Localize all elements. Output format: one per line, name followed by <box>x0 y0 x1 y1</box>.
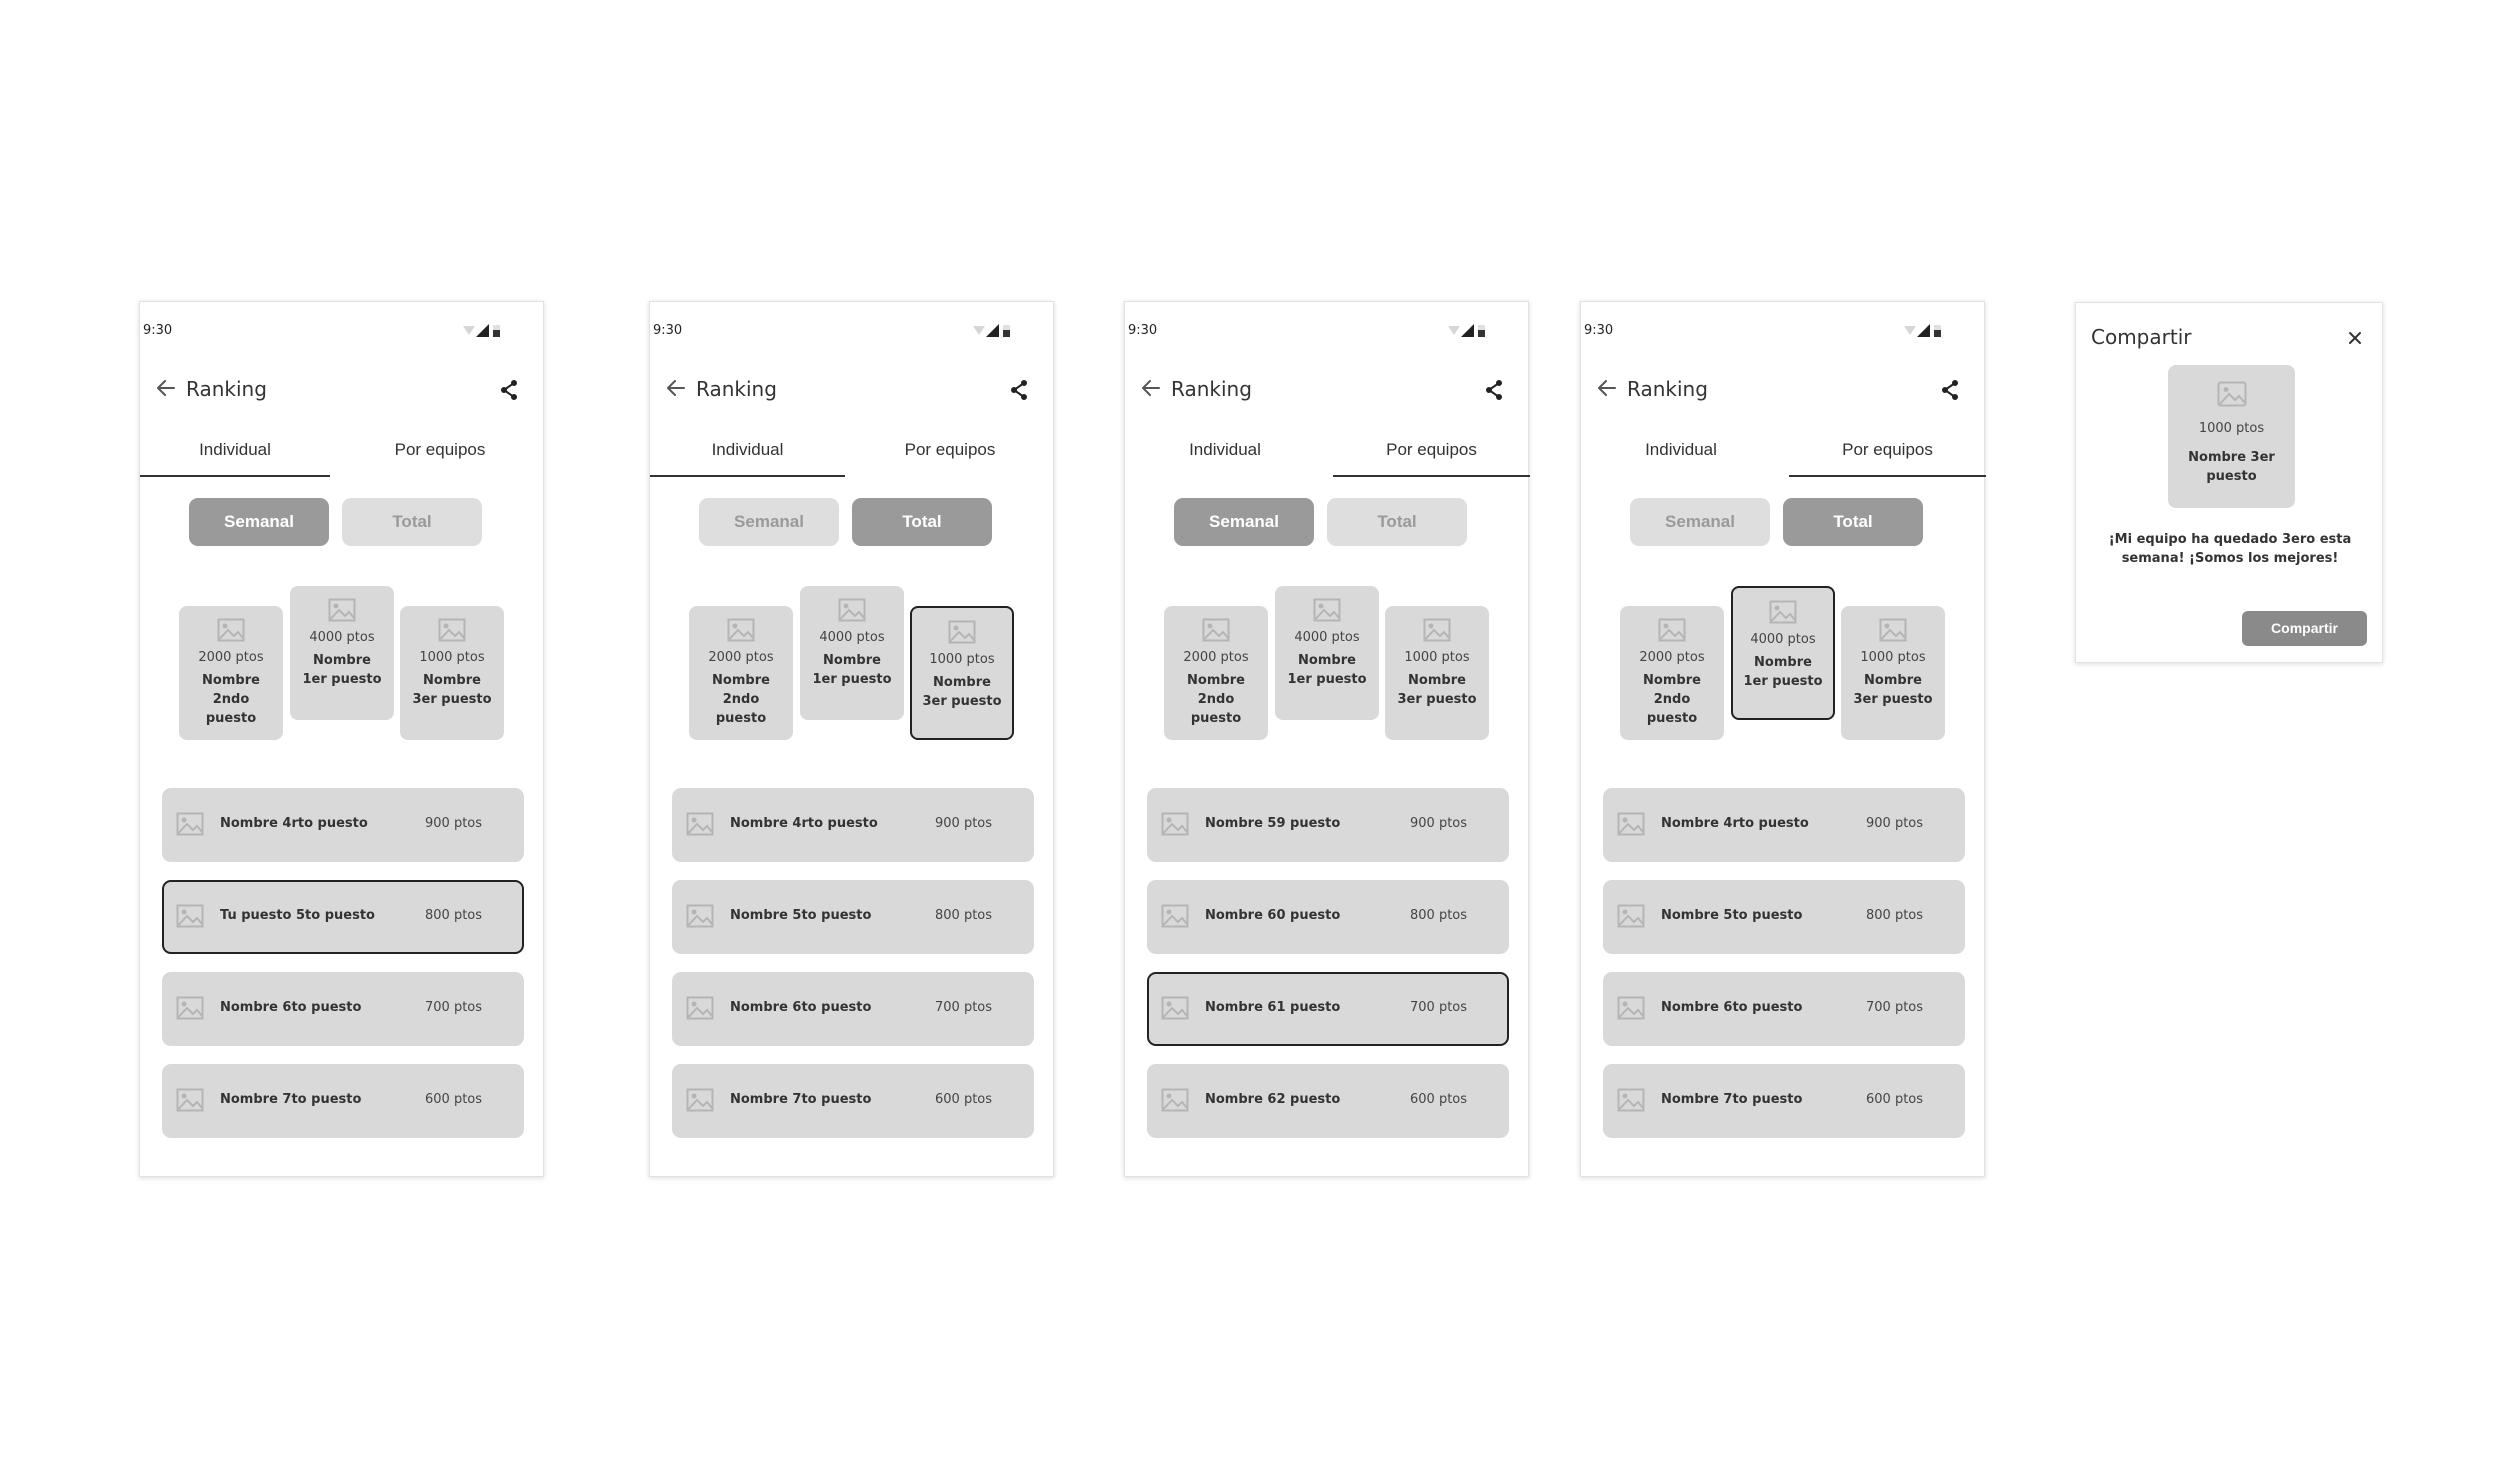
row-points: 800 ptos <box>425 908 483 923</box>
row-name: Nombre 4rto puesto <box>730 816 878 831</box>
ranking-row[interactable] <box>672 1064 1034 1138</box>
status-bar-icons <box>463 324 503 338</box>
podium-name: Nombre 1er puesto <box>1287 653 1367 687</box>
image-placeholder-icon <box>686 904 714 928</box>
podium-points: 2000 ptos <box>1639 650 1705 665</box>
row-points: 800 ptos <box>1410 908 1468 923</box>
ranking-row[interactable] <box>1147 972 1509 1046</box>
shared-podium-card <box>2168 365 2295 508</box>
page-title: Ranking <box>1627 377 1708 401</box>
ranking-row[interactable] <box>672 880 1034 954</box>
card-points: 1000 ptos <box>2198 421 2265 436</box>
status-bar-icons <box>1448 324 1488 338</box>
status-bar-icons <box>1904 324 1944 338</box>
podium-name: Nombre 1er puesto <box>812 653 892 687</box>
row-name: Nombre 7to puesto <box>1661 1092 1803 1107</box>
share-modal <box>2075 302 2383 663</box>
podium-card[interactable] <box>800 586 904 720</box>
share-icon[interactable] <box>1009 379 1029 401</box>
podium-points: 1000 ptos <box>419 650 485 665</box>
segment-semanal[interactable]: Semanal <box>699 498 839 546</box>
ranking-row[interactable] <box>1147 788 1509 862</box>
battery-icon <box>1934 325 1941 337</box>
ranking-screen-4 <box>1580 301 1985 1177</box>
row-name: Nombre 4rto puesto <box>220 816 368 831</box>
back-arrow-icon[interactable] <box>666 379 686 397</box>
segment-total[interactable]: Total <box>852 498 992 546</box>
ranking-row[interactable] <box>162 880 524 954</box>
ranking-row[interactable] <box>1147 880 1509 954</box>
podium-name: Nombre 3er puesto <box>922 675 1002 709</box>
card-name: Nombre 3er puesto <box>2188 450 2275 484</box>
signal-icon <box>476 324 489 337</box>
tab-individual[interactable]: Individual <box>650 433 845 477</box>
podium-card[interactable] <box>910 606 1014 740</box>
share-icon[interactable] <box>1940 379 1960 401</box>
podium-card[interactable] <box>1385 606 1489 740</box>
back-arrow-icon[interactable] <box>1141 379 1161 397</box>
image-placeholder-icon <box>686 996 714 1020</box>
row-name: Nombre 7to puesto <box>730 1092 872 1107</box>
share-message: ¡Mi equipo ha quedado 3ero esta semana! ¡Somos los mejores! <box>2108 532 2352 566</box>
row-name: Nombre 7to puesto <box>220 1092 362 1107</box>
podium-card[interactable] <box>689 606 793 740</box>
ranking-row[interactable] <box>162 788 524 862</box>
podium-points: 2000 ptos <box>198 650 264 665</box>
status-time: 9:30 <box>1584 323 1614 338</box>
tab-por-equipos[interactable]: Por equipos <box>1333 433 1530 477</box>
battery-icon <box>1003 325 1010 337</box>
image-placeholder-icon <box>686 812 714 836</box>
ranking-row[interactable] <box>672 788 1034 862</box>
row-points: 900 ptos <box>425 816 483 831</box>
battery-icon <box>493 325 500 337</box>
image-placeholder-icon <box>1423 618 1451 642</box>
row-points: 700 ptos <box>425 1000 483 1015</box>
row-name: Nombre 6to puesto <box>730 1000 872 1015</box>
segment-semanal[interactable]: Semanal <box>189 498 329 546</box>
podium-points: 2000 ptos <box>708 650 774 665</box>
status-time: 9:30 <box>653 323 683 338</box>
row-name: Nombre 6to puesto <box>1661 1000 1803 1015</box>
tab-por-equipos[interactable]: Por equipos <box>904 440 996 459</box>
podium-points: 4000 ptos <box>819 630 885 645</box>
podium-points: 2000 ptos <box>1183 650 1249 665</box>
image-placeholder-icon <box>727 618 755 642</box>
podium-card[interactable] <box>1620 606 1724 740</box>
ranking-row[interactable] <box>1603 880 1965 954</box>
ranking-row[interactable] <box>1603 1064 1965 1138</box>
segment-semanal[interactable]: Semanal <box>1174 498 1314 546</box>
signal-icon <box>1461 324 1474 337</box>
podium-points: 4000 ptos <box>1750 632 1816 647</box>
row-name: Nombre 4rto puesto <box>1661 816 1809 831</box>
image-placeholder-icon <box>438 618 466 642</box>
row-points: 600 ptos <box>425 1092 483 1107</box>
signal-icon <box>986 324 999 337</box>
tab-individual[interactable]: Individual <box>1645 440 1717 459</box>
podium-card[interactable] <box>290 586 394 720</box>
ranking-row[interactable] <box>1603 972 1965 1046</box>
modal-title: Compartir <box>2091 325 2192 349</box>
tab-por-equipos[interactable]: Por equipos <box>394 440 486 459</box>
podium-card[interactable] <box>1275 586 1379 720</box>
tab-por-equipos[interactable]: Por equipos <box>1789 433 1986 477</box>
podium-name: Nombre 3er puesto <box>412 673 492 707</box>
battery-icon <box>1478 325 1485 337</box>
row-points: 800 ptos <box>935 908 993 923</box>
back-arrow-icon[interactable] <box>156 379 176 397</box>
wifi-icon <box>973 326 985 336</box>
podium-name: Nombre 2ndo puesto <box>1187 673 1245 726</box>
ranking-row[interactable] <box>1603 788 1965 862</box>
row-points: 700 ptos <box>1866 1000 1924 1015</box>
podium-points: 1000 ptos <box>929 652 995 667</box>
image-placeholder-icon <box>1617 1088 1645 1112</box>
podium-name: Nombre 3er puesto <box>1397 673 1477 707</box>
image-placeholder-icon <box>328 598 356 622</box>
row-name: Tu puesto 5to puesto <box>220 908 375 923</box>
row-name: Nombre 5to puesto <box>730 908 872 923</box>
tab-individual[interactable]: Individual <box>140 433 330 477</box>
podium-points: 4000 ptos <box>309 630 375 645</box>
image-placeholder-icon <box>948 620 976 644</box>
row-points: 700 ptos <box>1410 1000 1468 1015</box>
segment-total[interactable]: Total <box>342 498 482 546</box>
status-time: 9:30 <box>143 323 173 338</box>
close-icon[interactable] <box>2348 331 2362 345</box>
page-title: Ranking <box>1171 377 1252 401</box>
podium-name: Nombre 2ndo puesto <box>1643 673 1701 726</box>
row-points: 900 ptos <box>935 816 993 831</box>
segment-semanal[interactable]: Semanal <box>1630 498 1770 546</box>
signal-icon <box>1917 324 1930 337</box>
ranking-screen-1 <box>139 301 544 1177</box>
row-name: Nombre 60 puesto <box>1205 908 1341 923</box>
image-placeholder-icon <box>2217 381 2247 407</box>
image-placeholder-icon <box>1161 812 1189 836</box>
image-placeholder-icon <box>1617 812 1645 836</box>
segment-total[interactable]: Total <box>1327 498 1467 546</box>
ranking-row[interactable] <box>162 972 524 1046</box>
podium-name: Nombre 2ndo puesto <box>202 673 260 726</box>
page-title: Ranking <box>186 377 267 401</box>
image-placeholder-icon <box>1161 996 1189 1020</box>
wifi-icon <box>1448 326 1460 336</box>
image-placeholder-icon <box>838 598 866 622</box>
podium-name: Nombre 1er puesto <box>302 653 382 687</box>
page-title: Ranking <box>696 377 777 401</box>
podium-card[interactable] <box>179 606 283 740</box>
share-icon[interactable] <box>1484 379 1504 401</box>
row-points: 900 ptos <box>1410 816 1468 831</box>
podium-points: 4000 ptos <box>1294 630 1360 645</box>
image-placeholder-icon <box>686 1088 714 1112</box>
image-placeholder-icon <box>1879 618 1907 642</box>
image-placeholder-icon <box>217 618 245 642</box>
ranking-row[interactable] <box>672 972 1034 1046</box>
image-placeholder-icon <box>1617 904 1645 928</box>
ranking-screen-2 <box>649 301 1054 1177</box>
podium-card[interactable] <box>1731 586 1835 720</box>
image-placeholder-icon <box>176 904 204 928</box>
wifi-icon <box>463 326 475 336</box>
image-placeholder-icon <box>1313 598 1341 622</box>
image-placeholder-icon <box>1202 618 1230 642</box>
podium-points: 1000 ptos <box>1860 650 1926 665</box>
podium-card[interactable] <box>1841 606 1945 740</box>
row-points: 800 ptos <box>1866 908 1924 923</box>
ranking-screen-3 <box>1124 301 1529 1177</box>
image-placeholder-icon <box>1161 1088 1189 1112</box>
share-icon[interactable] <box>499 379 519 401</box>
podium-points: 1000 ptos <box>1404 650 1470 665</box>
row-points: 900 ptos <box>1866 816 1924 831</box>
row-points: 600 ptos <box>1410 1092 1468 1107</box>
segment-total[interactable]: Total <box>1783 498 1923 546</box>
row-points: 600 ptos <box>1866 1092 1924 1107</box>
share-button[interactable]: Compartir <box>2242 611 2367 646</box>
status-bar-icons <box>973 324 1013 338</box>
row-name: Nombre 62 puesto <box>1205 1092 1341 1107</box>
row-points: 600 ptos <box>935 1092 993 1107</box>
podium-name: Nombre 3er puesto <box>1853 673 1933 707</box>
image-placeholder-icon <box>1161 904 1189 928</box>
image-placeholder-icon <box>1658 618 1686 642</box>
podium-name: Nombre 2ndo puesto <box>712 673 770 726</box>
status-time: 9:30 <box>1128 323 1158 338</box>
back-arrow-icon[interactable] <box>1597 379 1617 397</box>
image-placeholder-icon <box>176 812 204 836</box>
image-placeholder-icon <box>176 996 204 1020</box>
podium-card[interactable] <box>1164 606 1268 740</box>
row-name: Nombre 61 puesto <box>1205 1000 1341 1015</box>
ranking-row[interactable] <box>162 1064 524 1138</box>
image-placeholder-icon <box>1769 600 1797 624</box>
row-name: Nombre 6to puesto <box>220 1000 362 1015</box>
row-name: Nombre 59 puesto <box>1205 816 1341 831</box>
ranking-row[interactable] <box>1147 1064 1509 1138</box>
row-name: Nombre 5to puesto <box>1661 908 1803 923</box>
podium-name: Nombre 1er puesto <box>1743 655 1823 689</box>
podium-card[interactable] <box>400 606 504 740</box>
tab-individual[interactable]: Individual <box>1189 440 1261 459</box>
row-points: 700 ptos <box>935 1000 993 1015</box>
image-placeholder-icon <box>1617 996 1645 1020</box>
wifi-icon <box>1904 326 1916 336</box>
image-placeholder-icon <box>176 1088 204 1112</box>
